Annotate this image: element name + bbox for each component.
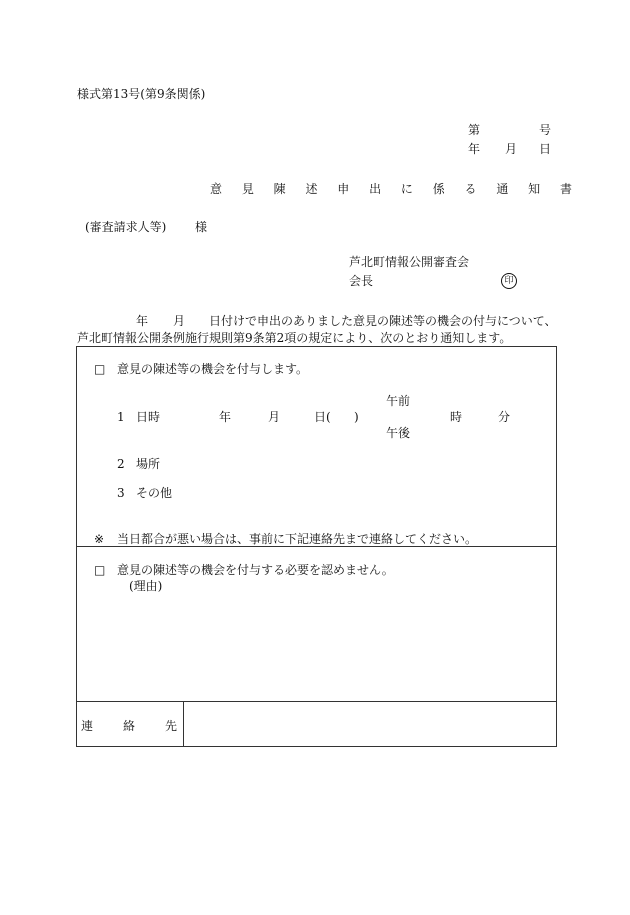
item1-day: 日(	[314, 410, 331, 424]
item1-hour: 時	[450, 410, 463, 424]
contact-divider	[183, 701, 184, 747]
body-line2: 芦北町情報公開条例施行規則第9条第2項の規定により、次のとおり通知します。	[77, 331, 512, 345]
item1-number: 1	[117, 410, 125, 424]
item1-close-paren: )	[354, 410, 359, 424]
contact-char-1: 連	[81, 719, 94, 733]
item3-number: 3	[117, 486, 125, 500]
section1-label: 意見の陳述等の機会を付与します。	[117, 362, 309, 376]
date-month: 月	[505, 142, 518, 156]
item2-label: 場所	[136, 457, 161, 471]
item2-number: 2	[117, 457, 125, 471]
section1-checkbox[interactable]: □	[94, 362, 106, 376]
item1-minute: 分	[498, 410, 511, 424]
seal-icon: 印	[501, 273, 517, 289]
table-divider-1	[76, 546, 557, 547]
note-mark: ※	[94, 532, 105, 546]
contact-value-area[interactable]	[187, 705, 553, 743]
body-month: 月	[173, 314, 186, 328]
doc-number-go: 号	[539, 123, 552, 137]
document-title: 意 見 陳 述 申 出 に 係 る 通 知 書	[210, 182, 580, 196]
sender-title: 会長	[349, 274, 374, 288]
date-year: 年	[468, 142, 481, 156]
note-text: 当日都合が悪い場合は、事前に下記連絡先まで連絡してください。	[117, 532, 478, 546]
item1-label: 日時	[136, 410, 161, 424]
item1-year: 年	[219, 410, 232, 424]
item1-pm: 午後	[386, 426, 411, 440]
recipient-honorific: 様	[195, 220, 208, 234]
date-day: 日	[539, 142, 552, 156]
item1-am: 午前	[386, 394, 411, 408]
item3-label: その他	[136, 486, 173, 500]
section2-label: 意見の陳述等の機会を付与する必要を認めません。	[117, 563, 394, 577]
doc-number-dai: 第	[468, 123, 481, 137]
body-line1: 日付けで申出のありました意見の陳述等の機会の付与について、	[209, 314, 557, 328]
section2-reason: (理由)	[129, 579, 163, 593]
item1-month: 月	[268, 410, 281, 424]
section2-checkbox[interactable]: □	[94, 563, 106, 577]
table-divider-2	[76, 701, 557, 702]
seal-mark	[501, 273, 517, 289]
sender-org: 芦北町情報公開審査会	[349, 255, 470, 269]
form-number: 様式第13号(第9条関係)	[77, 87, 206, 101]
recipient-name: (審査請求人等)	[85, 220, 167, 234]
contact-char-2: 絡	[123, 719, 136, 733]
contact-char-3: 先	[165, 719, 178, 733]
body-year: 年	[136, 314, 149, 328]
